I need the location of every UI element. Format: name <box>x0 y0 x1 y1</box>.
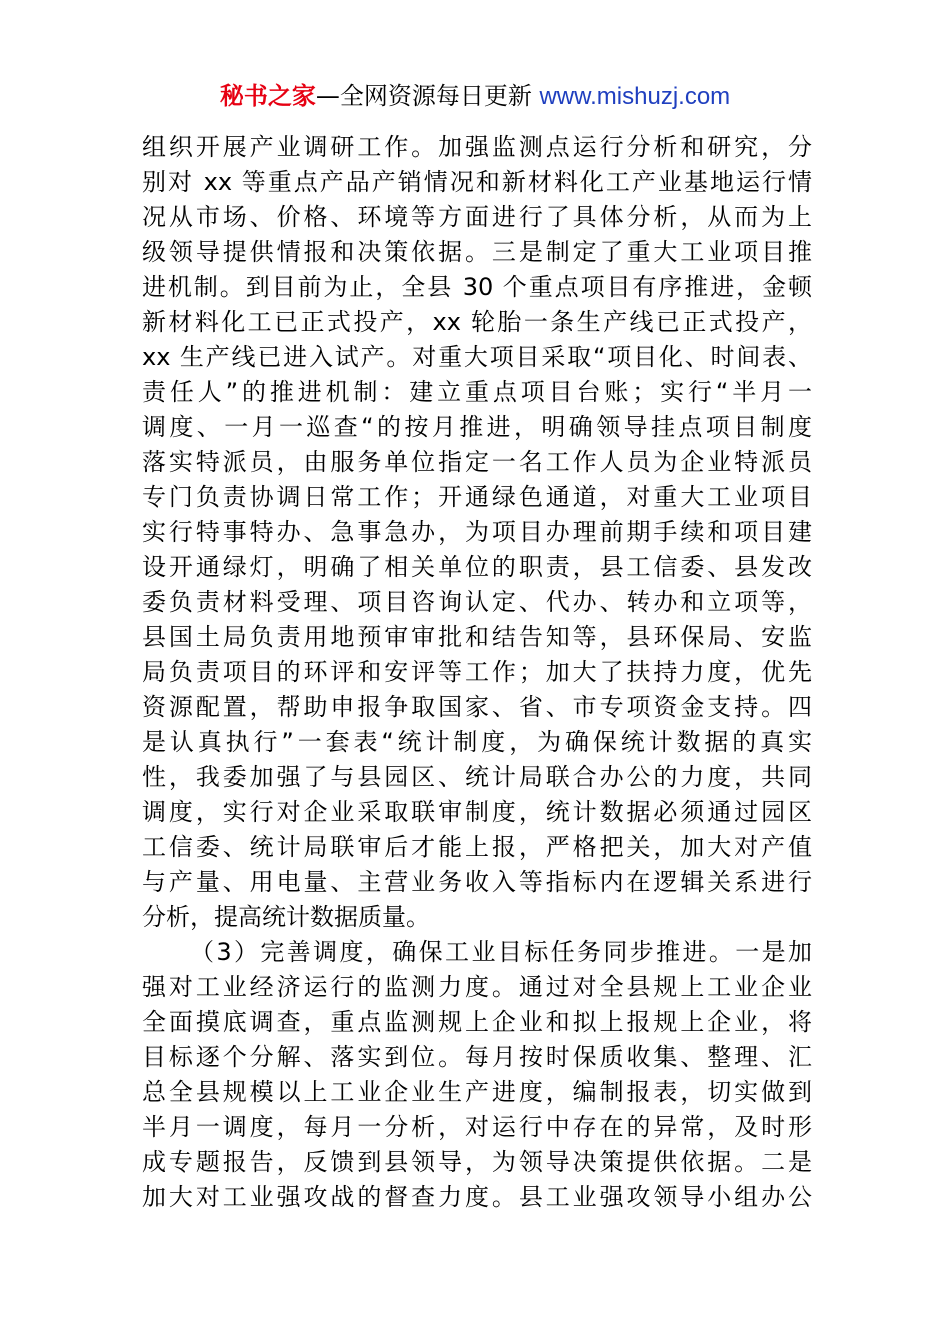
text-line: 专门负责协调日常工作；开通绿色通道，对重大工业项目 <box>142 483 812 511</box>
page-header <box>0 80 950 113</box>
text-line: 新材料化工已正式投产，xx 轮胎一条生产线已正式投产， <box>142 308 812 336</box>
text-line: 局负责项目的环评和安评等工作；加大了扶持力度，优先 <box>142 658 812 686</box>
text-line: 落实特派员，由服务单位指定一名工作人员为企业特派员 <box>142 448 812 476</box>
text-line: 别对 xx 等重点产品产销情况和新材料化工产业基地运行情 <box>142 168 812 196</box>
text-line: 况从市场、价格、环境等方面进行了具体分析，从而为上 <box>142 203 812 231</box>
text-line: 分析，提高统计数据质量。 <box>142 903 430 931</box>
text-line: 总全县规模以上工业企业生产进度，编制报表，切实做到 <box>142 1078 812 1106</box>
text-line: 调度、一月一巡查“的按月推进，明确领导挂点项目制度 <box>142 413 812 441</box>
text-line: 进机制。到目前为止，全县 30 个重点项目有序推进，金顿 <box>142 273 812 301</box>
text-line: 强对工业经济运行的监测力度。通过对全县规上工业企业 <box>142 973 812 1001</box>
text-line: 责任人”的推进机制：建立重点项目台账；实行“半月一 <box>142 378 812 406</box>
text-line: xx 生产线已进入试产。对重大项目采取“项目化、时间表、 <box>142 343 812 371</box>
brand-name: 秘书之家 <box>219 82 316 110</box>
text-line: 与产量、用电量、主营业务收入等指标内在逻辑关系进行 <box>142 868 812 896</box>
text-line: 实行特事特办、急事急办，为项目办理前期手续和项目建 <box>142 518 812 546</box>
text-line: 是认真执行”一套表“统计制度，为确保统计数据的真实 <box>142 728 812 756</box>
text-line: 委负责材料受理、项目咨询认定、代办、转办和立项等， <box>142 588 812 616</box>
header-url-link[interactable]: www.mishuzj.com <box>539 83 731 110</box>
text-line: 调度，实行对企业采取联审制度，统计数据必须通过园区 <box>142 798 812 826</box>
text-line: 组织开展产业调研工作。加强监测点运行分析和研究，分 <box>142 133 812 161</box>
text-line: 全面摸底调查，重点监测规上企业和拟上报规上企业，将 <box>142 1008 812 1036</box>
paragraph-1 <box>142 130 812 935</box>
text-line: 资源配置，帮助申报争取国家、省、市专项资金支持。四 <box>142 693 812 721</box>
paragraph-2 <box>142 935 812 1215</box>
text-line: 成专题报告，反馈到县领导，为领导决策提供依据。二是 <box>142 1148 812 1176</box>
text-line: 目标逐个分解、落实到位。每月按时保质收集、整理、汇 <box>142 1043 812 1071</box>
text-line: （3）完善调度，确保工业目标任务同步推进。一是加 <box>190 938 812 966</box>
text-line: 加大对工业强攻战的督查力度。县工业强攻领导小组办公 <box>142 1183 812 1211</box>
text-line: 县国土局负责用地预审审批和结告知等，县环保局、安监 <box>142 623 812 651</box>
text-line: 性，我委加强了与县园区、统计局联合办公的力度，共同 <box>142 763 812 791</box>
text-line: 设开通绿灯，明确了相关单位的职责，县工信委、县发改 <box>142 553 812 581</box>
text-line: 半月一调度，每月一分析，对运行中存在的异常，及时形 <box>142 1113 812 1141</box>
header-tagline: —全网资源每日更新 <box>315 82 540 110</box>
text-line: 级领导提供情报和决策依据。三是制定了重大工业项目推 <box>142 238 812 266</box>
text-line: 工信委、统计局联审后才能上报，严格把关，加大对产值 <box>142 833 812 861</box>
document-body <box>142 130 812 1215</box>
